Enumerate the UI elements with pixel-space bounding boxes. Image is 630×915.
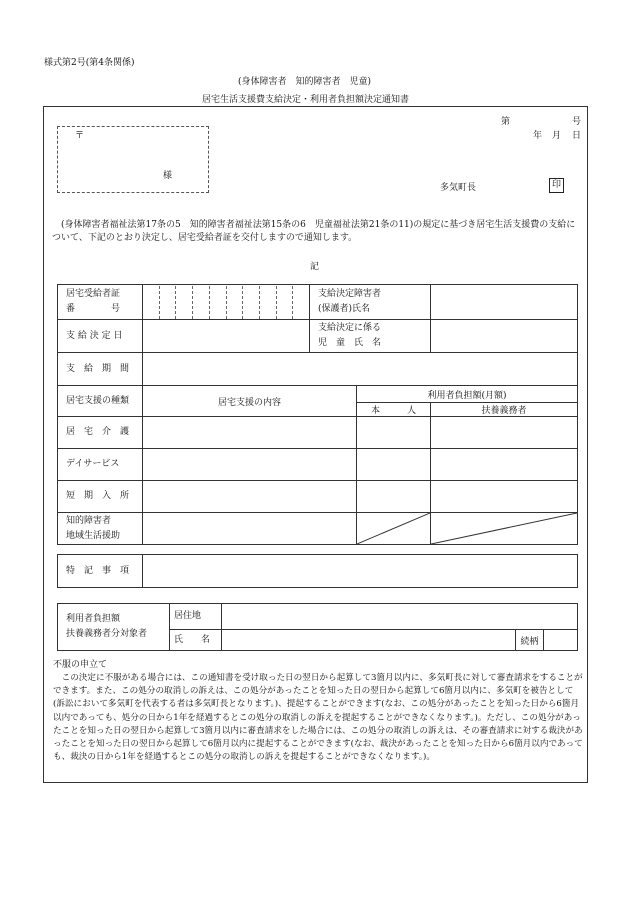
- special-notes-table: [57, 554, 578, 588]
- supporter-burden-field[interactable]: [431, 449, 578, 481]
- self-header: 本 人: [357, 403, 431, 417]
- supporter-burden-field[interactable]: [431, 417, 578, 449]
- diagonal-strike: [357, 513, 430, 544]
- decided-person-label: 支給決定障害者 (保護者)氏名: [310, 285, 431, 320]
- date-month: 月: [552, 131, 562, 141]
- supporter-header: 扶養義務者: [431, 403, 578, 417]
- cert-no-field[interactable]: [143, 285, 310, 320]
- date-year: 年: [533, 131, 543, 141]
- period-label: 支 給 期 間: [58, 353, 143, 386]
- address-field[interactable]: [222, 604, 578, 630]
- self-burden-crossed: [357, 513, 431, 545]
- table-row: [58, 481, 578, 513]
- supporter-target-table: [57, 603, 578, 651]
- self-burden-field[interactable]: [357, 481, 431, 513]
- table-row: [58, 513, 578, 545]
- child-name-field[interactable]: [431, 320, 578, 353]
- appeal-text: この決定に不服がある場合には、この通知書を受け取った日の翌日から起算して3箇月以内に、多気町長に対して審査請求をすることができます。また、この処分の取消しの訴えは、この処分があったことを知った日の翌日から起算して6箇月以内に、多気町を被告として(訴訟において多気町を代表する者は多気町長となります。)、提起することができます(なお、この処分があったことを知った日から6箇月以内であっても、処分の日から1年を経過するとこの処分の取消しの訴えを提起することができなくなります。)。ただし、この処分があったことを知った日の翌日から起算して3箇月以内に審査請求をした場合には、この処分の取消しの訴えは、その審査請求に対する裁決があったことを知った日の翌日から起算して6箇月以内に提起することができます(なお、裁決があったことを知った日から6箇月以内であっても、裁決の日から1年を経過するとこの処分の取消しの訴えを提起することができなくなります。)。: [53, 673, 583, 763]
- supporter-burden-crossed: [431, 513, 578, 545]
- name-label: 氏 名: [170, 630, 222, 651]
- cert-no-label: 居宅受給者証 番 号: [58, 285, 143, 320]
- ki-heading: 記: [310, 262, 320, 272]
- categories-line: (身体障害者 知的障害者 児童): [238, 77, 372, 87]
- service-content-field[interactable]: [143, 481, 357, 513]
- relation-label: 続柄: [516, 630, 544, 651]
- decided-person-field[interactable]: [431, 285, 578, 320]
- table-row: [58, 449, 578, 481]
- special-notes-field[interactable]: [143, 555, 578, 588]
- self-burden-field[interactable]: [357, 417, 431, 449]
- supporter-target-label: 利用者負担額 扶養義務者分対象者: [58, 604, 170, 651]
- service-content-field[interactable]: [143, 417, 357, 449]
- service-content-field[interactable]: [143, 449, 357, 481]
- service-content-header: 居宅支援の内容: [143, 386, 357, 417]
- document-title: 居宅生活支援費支給決定・利用者負担額決定通知書: [202, 95, 410, 105]
- address-label: 居住地: [170, 604, 222, 630]
- main-table: [57, 284, 578, 545]
- number-suffix: 号: [572, 117, 582, 127]
- service-type-header: 居宅支援の種類: [58, 386, 143, 417]
- burden-header: 利用者負担額(月額): [357, 386, 578, 403]
- special-notes-label: 特 記 事 項: [58, 555, 143, 588]
- period-field[interactable]: [143, 353, 578, 386]
- diagonal-strike: [431, 513, 577, 544]
- number-prefix: 第: [501, 117, 511, 127]
- service-row-label: デイサービス: [58, 449, 143, 481]
- relation-field[interactable]: [544, 630, 578, 651]
- name-field[interactable]: [222, 630, 516, 651]
- service-content-field[interactable]: [143, 513, 357, 545]
- decision-date-label: 支 給 決 定 日: [58, 320, 143, 353]
- table-row: [58, 417, 578, 449]
- appeal-title: 不服の申立て: [53, 660, 108, 670]
- service-row-label: 短 期 入 所: [58, 481, 143, 513]
- honorific: 様: [163, 171, 173, 181]
- appeal-body: [53, 672, 583, 764]
- form-number: 様式第2号(第4条関係): [44, 58, 135, 68]
- cert-no-digit-boxes: [143, 286, 309, 319]
- service-row-label: 知的障害者 地域生活援助: [58, 513, 143, 545]
- service-row-label: 居 宅 介 護: [58, 417, 143, 449]
- date-day: 日: [572, 131, 582, 141]
- issuer: 多気町長: [440, 183, 477, 193]
- self-burden-field[interactable]: [357, 449, 431, 481]
- decision-date-field[interactable]: [143, 320, 310, 353]
- postal-mark: 〒: [75, 131, 85, 141]
- child-name-label: 支給決定に係る 児 童 氏 名: [310, 320, 431, 353]
- supporter-burden-field[interactable]: [431, 481, 578, 513]
- seal-mark: 印: [549, 178, 564, 193]
- intro-text: (身体障害者福祉法第17条の5 知的障害者福祉法第15条の6 児童福祉法第21条の11)の規定に基づき居宅生活支援費の支給について、下記のとおり決定し、居宅受給者証を交付しますので通知します。: [52, 220, 576, 243]
